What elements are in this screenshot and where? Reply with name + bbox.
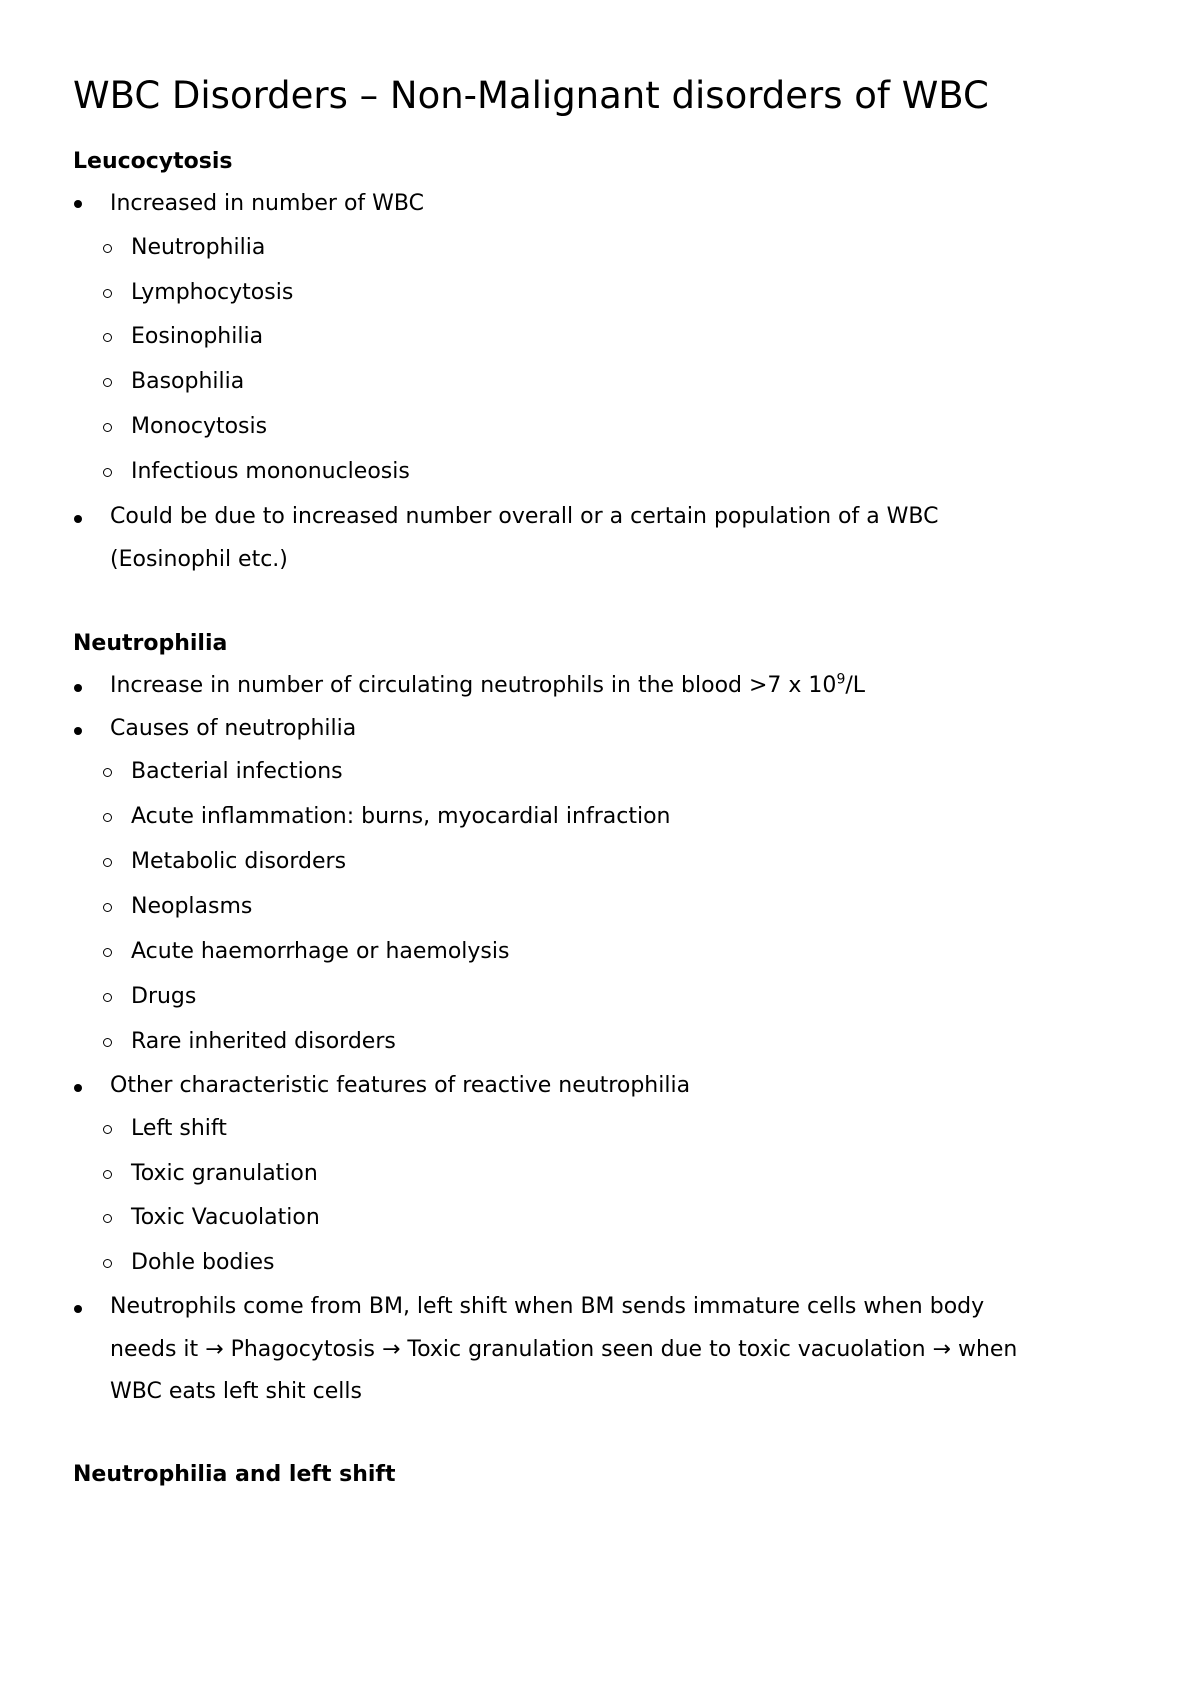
sub-bullet-circle — [103, 378, 112, 387]
list-item — [110, 671, 865, 701]
sub-list-item: Acute haemorrhage or haemolysis — [131, 939, 510, 964]
sub-list-item: Eosinophilia — [131, 324, 264, 349]
bullet-dot — [74, 684, 82, 692]
bullet-dot — [74, 200, 82, 208]
sub-bullet-circle — [103, 1038, 112, 1047]
sub-list-item: Lymphocytosis — [131, 280, 294, 305]
bullet-dot — [74, 1305, 82, 1313]
list-item: Could be due to increased number overall or a certain population of a WBC — [110, 504, 939, 529]
sub-list-item: Basophilia — [131, 369, 245, 394]
sub-list-item: Toxic Vacuolation — [131, 1205, 320, 1230]
bullet-dot — [74, 1084, 82, 1092]
sub-list-item: Bacterial infections — [131, 759, 343, 784]
sub-list-item: Monocytosis — [131, 414, 268, 439]
list-item: Causes of neutrophilia — [110, 716, 357, 741]
neutrophil-count-text: Increase in number of circulating neutrophils in the blood >7 x 10 — [110, 673, 837, 698]
list-item-continuation: (Eosinophil etc.) — [110, 547, 288, 572]
sub-list-item: Toxic granulation — [131, 1161, 318, 1186]
list-item-continuation: needs it → Phagocytosis → Toxic granulation seen due to toxic vacuolation → when — [110, 1337, 1018, 1362]
sub-bullet-circle — [103, 333, 112, 342]
sub-bullet-circle — [103, 903, 112, 912]
sub-bullet-circle — [103, 289, 112, 298]
bullet-dot — [74, 515, 82, 523]
list-item: Increased in number of WBC — [110, 191, 424, 216]
sub-bullet-circle — [103, 1214, 112, 1223]
sub-bullet-circle — [103, 1125, 112, 1134]
heading-leucocytosis: Leucocytosis — [73, 149, 233, 174]
exponent: 9 — [836, 671, 846, 688]
sub-list-item: Metabolic disorders — [131, 849, 347, 874]
sub-bullet-circle — [103, 768, 112, 777]
sub-list-item: Neoplasms — [131, 894, 253, 919]
sub-bullet-circle — [103, 468, 112, 477]
sub-list-item: Left shift — [131, 1116, 227, 1141]
heading-neutrophilia: Neutrophilia — [73, 631, 228, 656]
sub-list-item: Infectious mononucleosis — [131, 459, 410, 484]
sub-list-item: Rare inherited disorders — [131, 1029, 396, 1054]
sub-list-item: Neutrophilia — [131, 235, 266, 260]
unit-text: /L — [845, 673, 866, 698]
sub-bullet-circle — [103, 244, 112, 253]
bullet-dot — [74, 727, 82, 735]
sub-bullet-circle — [103, 858, 112, 867]
sub-bullet-circle — [103, 1259, 112, 1268]
list-item-continuation: WBC eats left shit cells — [110, 1379, 362, 1404]
sub-bullet-circle — [103, 423, 112, 432]
sub-list-item: Dohle bodies — [131, 1250, 275, 1275]
sub-bullet-circle — [103, 993, 112, 1002]
sub-list-item: Drugs — [131, 984, 197, 1009]
sub-bullet-circle — [103, 948, 112, 957]
list-item: Other characteristic features of reactive neutrophilia — [110, 1073, 691, 1098]
list-item: Neutrophils come from BM, left shift when BM sends immature cells when body — [110, 1294, 985, 1319]
sub-list-item: Acute inflammation: burns, myocardial infraction — [131, 804, 671, 829]
sub-bullet-circle — [103, 1170, 112, 1179]
heading-neutrophilia-left-shift: Neutrophilia and left shift — [73, 1462, 396, 1487]
document-title: WBC Disorders – Non-Malignant disorders of WBC — [73, 74, 989, 117]
sub-bullet-circle — [103, 813, 112, 822]
